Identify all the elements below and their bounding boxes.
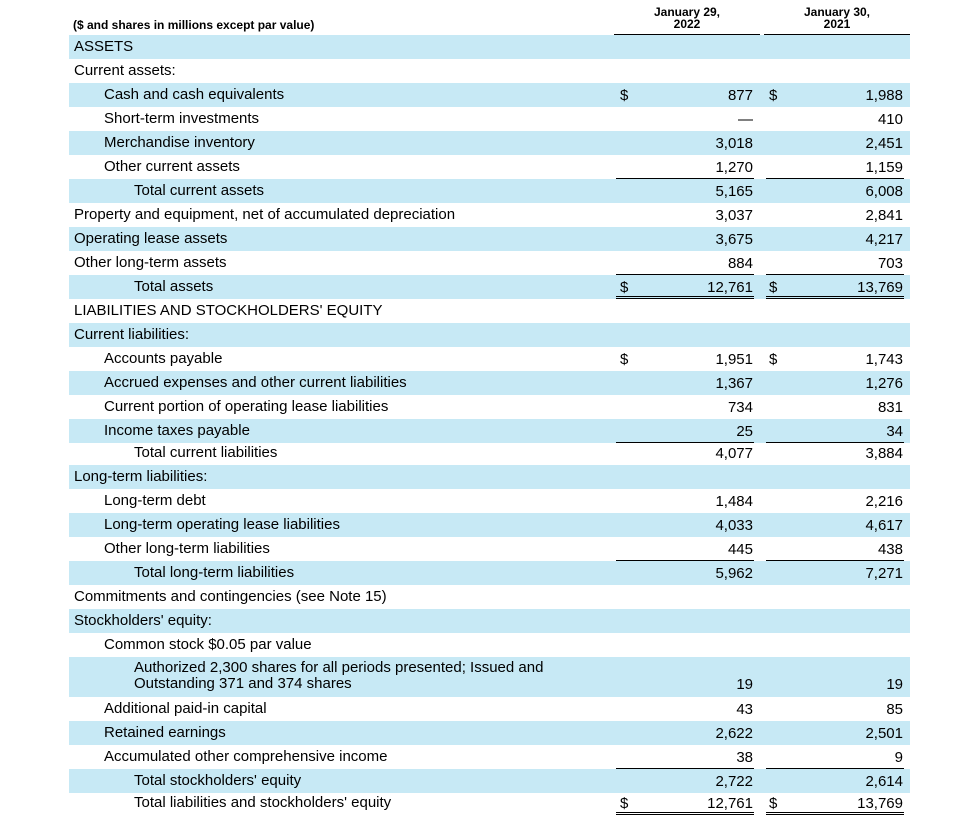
table-row [69, 179, 910, 203]
currency-symbol: $ [769, 279, 778, 296]
value-2021: 410 [877, 111, 903, 128]
value-2022: 5,962 [715, 565, 753, 582]
row-label: Income taxes payable [104, 422, 250, 439]
currency-symbol: $ [620, 795, 629, 812]
table-row [69, 697, 910, 721]
row-label: Long-term liabilities: [74, 468, 208, 485]
row-label: Long-term debt [104, 492, 206, 509]
table-row [69, 347, 910, 371]
column-header-2022-line1: January 29, [653, 5, 721, 19]
table-row [69, 299, 910, 323]
value-2021: 13,769 [857, 279, 903, 296]
row-label: Total stockholders' equity [134, 772, 302, 789]
value-2022: 877 [727, 87, 753, 104]
row-label: Total current liabilities [134, 444, 278, 461]
column-header-2022-line2: 2022 [673, 17, 701, 31]
table-row [69, 59, 910, 83]
value-2021: 4,217 [865, 231, 903, 248]
row-label: Retained earnings [104, 724, 226, 741]
column-header-2021-line1: January 30, [803, 5, 871, 19]
value-2021: 3,884 [865, 445, 903, 462]
units-note: ($ and shares in millions except par value) [73, 18, 315, 32]
row-label: Common stock $0.05 par value [104, 636, 312, 653]
table-row [69, 537, 910, 561]
table-row [69, 107, 910, 131]
row-label: Accrued expenses and other current liabilities [104, 374, 407, 391]
row-label: Total liabilities and stockholders' equity [134, 794, 392, 811]
value-2021: 831 [877, 399, 903, 416]
row-label: Current assets: [74, 62, 176, 79]
double-underline [616, 812, 754, 815]
table-row [69, 371, 910, 395]
column-header-2022 [614, 6, 760, 30]
column-header-2021-line2: 2021 [823, 17, 851, 31]
value-2022: 1,951 [715, 351, 753, 368]
row-label: Accounts payable [104, 350, 223, 367]
table-row [69, 745, 910, 769]
value-2022: 1,270 [715, 159, 753, 176]
value-2022: 2,622 [715, 725, 753, 742]
table-row [69, 561, 910, 585]
row-label: Authorized 2,300 shares for all periods presented; Issued and [134, 659, 544, 676]
value-2021: 13,769 [857, 795, 903, 812]
table-row [69, 585, 910, 609]
table-row [69, 155, 910, 179]
table-row [69, 323, 910, 347]
value-2021: 2,841 [865, 207, 903, 224]
table-row [69, 489, 910, 513]
value-2022: 734 [727, 399, 753, 416]
value-2022: 19 [736, 676, 753, 693]
currency-symbol: $ [769, 351, 778, 368]
currency-symbol: $ [769, 87, 778, 104]
row-label: Total long-term liabilities [134, 564, 295, 581]
row-label: Other long-term assets [74, 254, 227, 271]
value-2022: 3,018 [715, 135, 753, 152]
table-row [69, 633, 910, 657]
value-2021: 1,276 [865, 375, 903, 392]
value-2021: 1,159 [865, 159, 903, 176]
value-2022: 4,033 [715, 517, 753, 534]
row-label: Accumulated other comprehensive income [104, 748, 388, 765]
row-label: Total current assets [134, 182, 265, 199]
value-2021: 34 [886, 423, 903, 440]
currency-symbol: $ [620, 279, 629, 296]
value-2021: 2,614 [865, 773, 903, 790]
value-2022: — [738, 111, 753, 128]
row-label: Total assets [134, 278, 214, 295]
table-row [69, 35, 910, 59]
currency-symbol: $ [620, 87, 629, 104]
double-underline [766, 812, 904, 815]
value-2022: 884 [727, 255, 753, 272]
table-row [69, 609, 910, 633]
row-label: Current portion of operating lease liabilities [104, 398, 389, 415]
value-2022: 38 [736, 749, 753, 766]
row-label: Operating lease assets [74, 230, 228, 247]
table-row [69, 465, 910, 489]
value-2021: 85 [886, 701, 903, 718]
row-label: Other current assets [104, 158, 240, 175]
row-label: LIABILITIES AND STOCKHOLDERS' EQUITY [74, 302, 383, 319]
table-row [69, 721, 910, 745]
value-2022: 4,077 [715, 445, 753, 462]
row-label: Merchandise inventory [104, 134, 255, 151]
row-label: Long-term operating lease liabilities [104, 516, 340, 533]
row-label-continued: Outstanding 371 and 374 shares [134, 675, 352, 692]
value-2022: 1,367 [715, 375, 753, 392]
row-label: Additional paid-in capital [104, 700, 267, 717]
row-label: Other long-term liabilities [104, 540, 270, 557]
value-2022: 445 [727, 541, 753, 558]
value-2022: 3,037 [715, 207, 753, 224]
value-2021: 2,501 [865, 725, 903, 742]
value-2021: 19 [886, 676, 903, 693]
value-2021: 2,216 [865, 493, 903, 510]
value-2022: 1,484 [715, 493, 753, 510]
table-row [69, 513, 910, 537]
table-row [69, 395, 910, 419]
value-2022: 43 [736, 701, 753, 718]
table-row [69, 419, 910, 443]
value-2022: 5,165 [715, 183, 753, 200]
value-2021: 2,451 [865, 135, 903, 152]
row-label: Property and equipment, net of accumulated depreciation [74, 206, 456, 223]
column-header-2021 [764, 6, 910, 30]
value-2021: 6,008 [865, 183, 903, 200]
table-row [69, 227, 910, 251]
table-row [69, 441, 910, 465]
value-2021: 7,271 [865, 565, 903, 582]
value-2021: 1,988 [865, 87, 903, 104]
row-label: ASSETS [74, 38, 134, 55]
value-2021: 703 [877, 255, 903, 272]
row-label: Current liabilities: [74, 326, 190, 343]
value-2021: 438 [877, 541, 903, 558]
table-row [69, 203, 910, 227]
table-row [69, 131, 910, 155]
value-2022: 3,675 [715, 231, 753, 248]
table-row [69, 657, 910, 697]
value-2021: 9 [894, 749, 903, 766]
currency-symbol: $ [769, 795, 778, 812]
row-label: Short-term investments [104, 110, 260, 127]
row-label: Commitments and contingencies (see Note 15) [74, 588, 387, 605]
value-2021: 1,743 [865, 351, 903, 368]
value-2022: 12,761 [707, 795, 753, 812]
value-2021: 4,617 [865, 517, 903, 534]
table-row [69, 251, 910, 275]
row-label: Stockholders' equity: [74, 612, 212, 629]
row-label: Cash and cash equivalents [104, 86, 285, 103]
value-2022: 25 [736, 423, 753, 440]
currency-symbol: $ [620, 351, 629, 368]
value-2022: 12,761 [707, 279, 753, 296]
value-2022: 2,722 [715, 773, 753, 790]
table-row [69, 769, 910, 793]
table-row [69, 83, 910, 107]
